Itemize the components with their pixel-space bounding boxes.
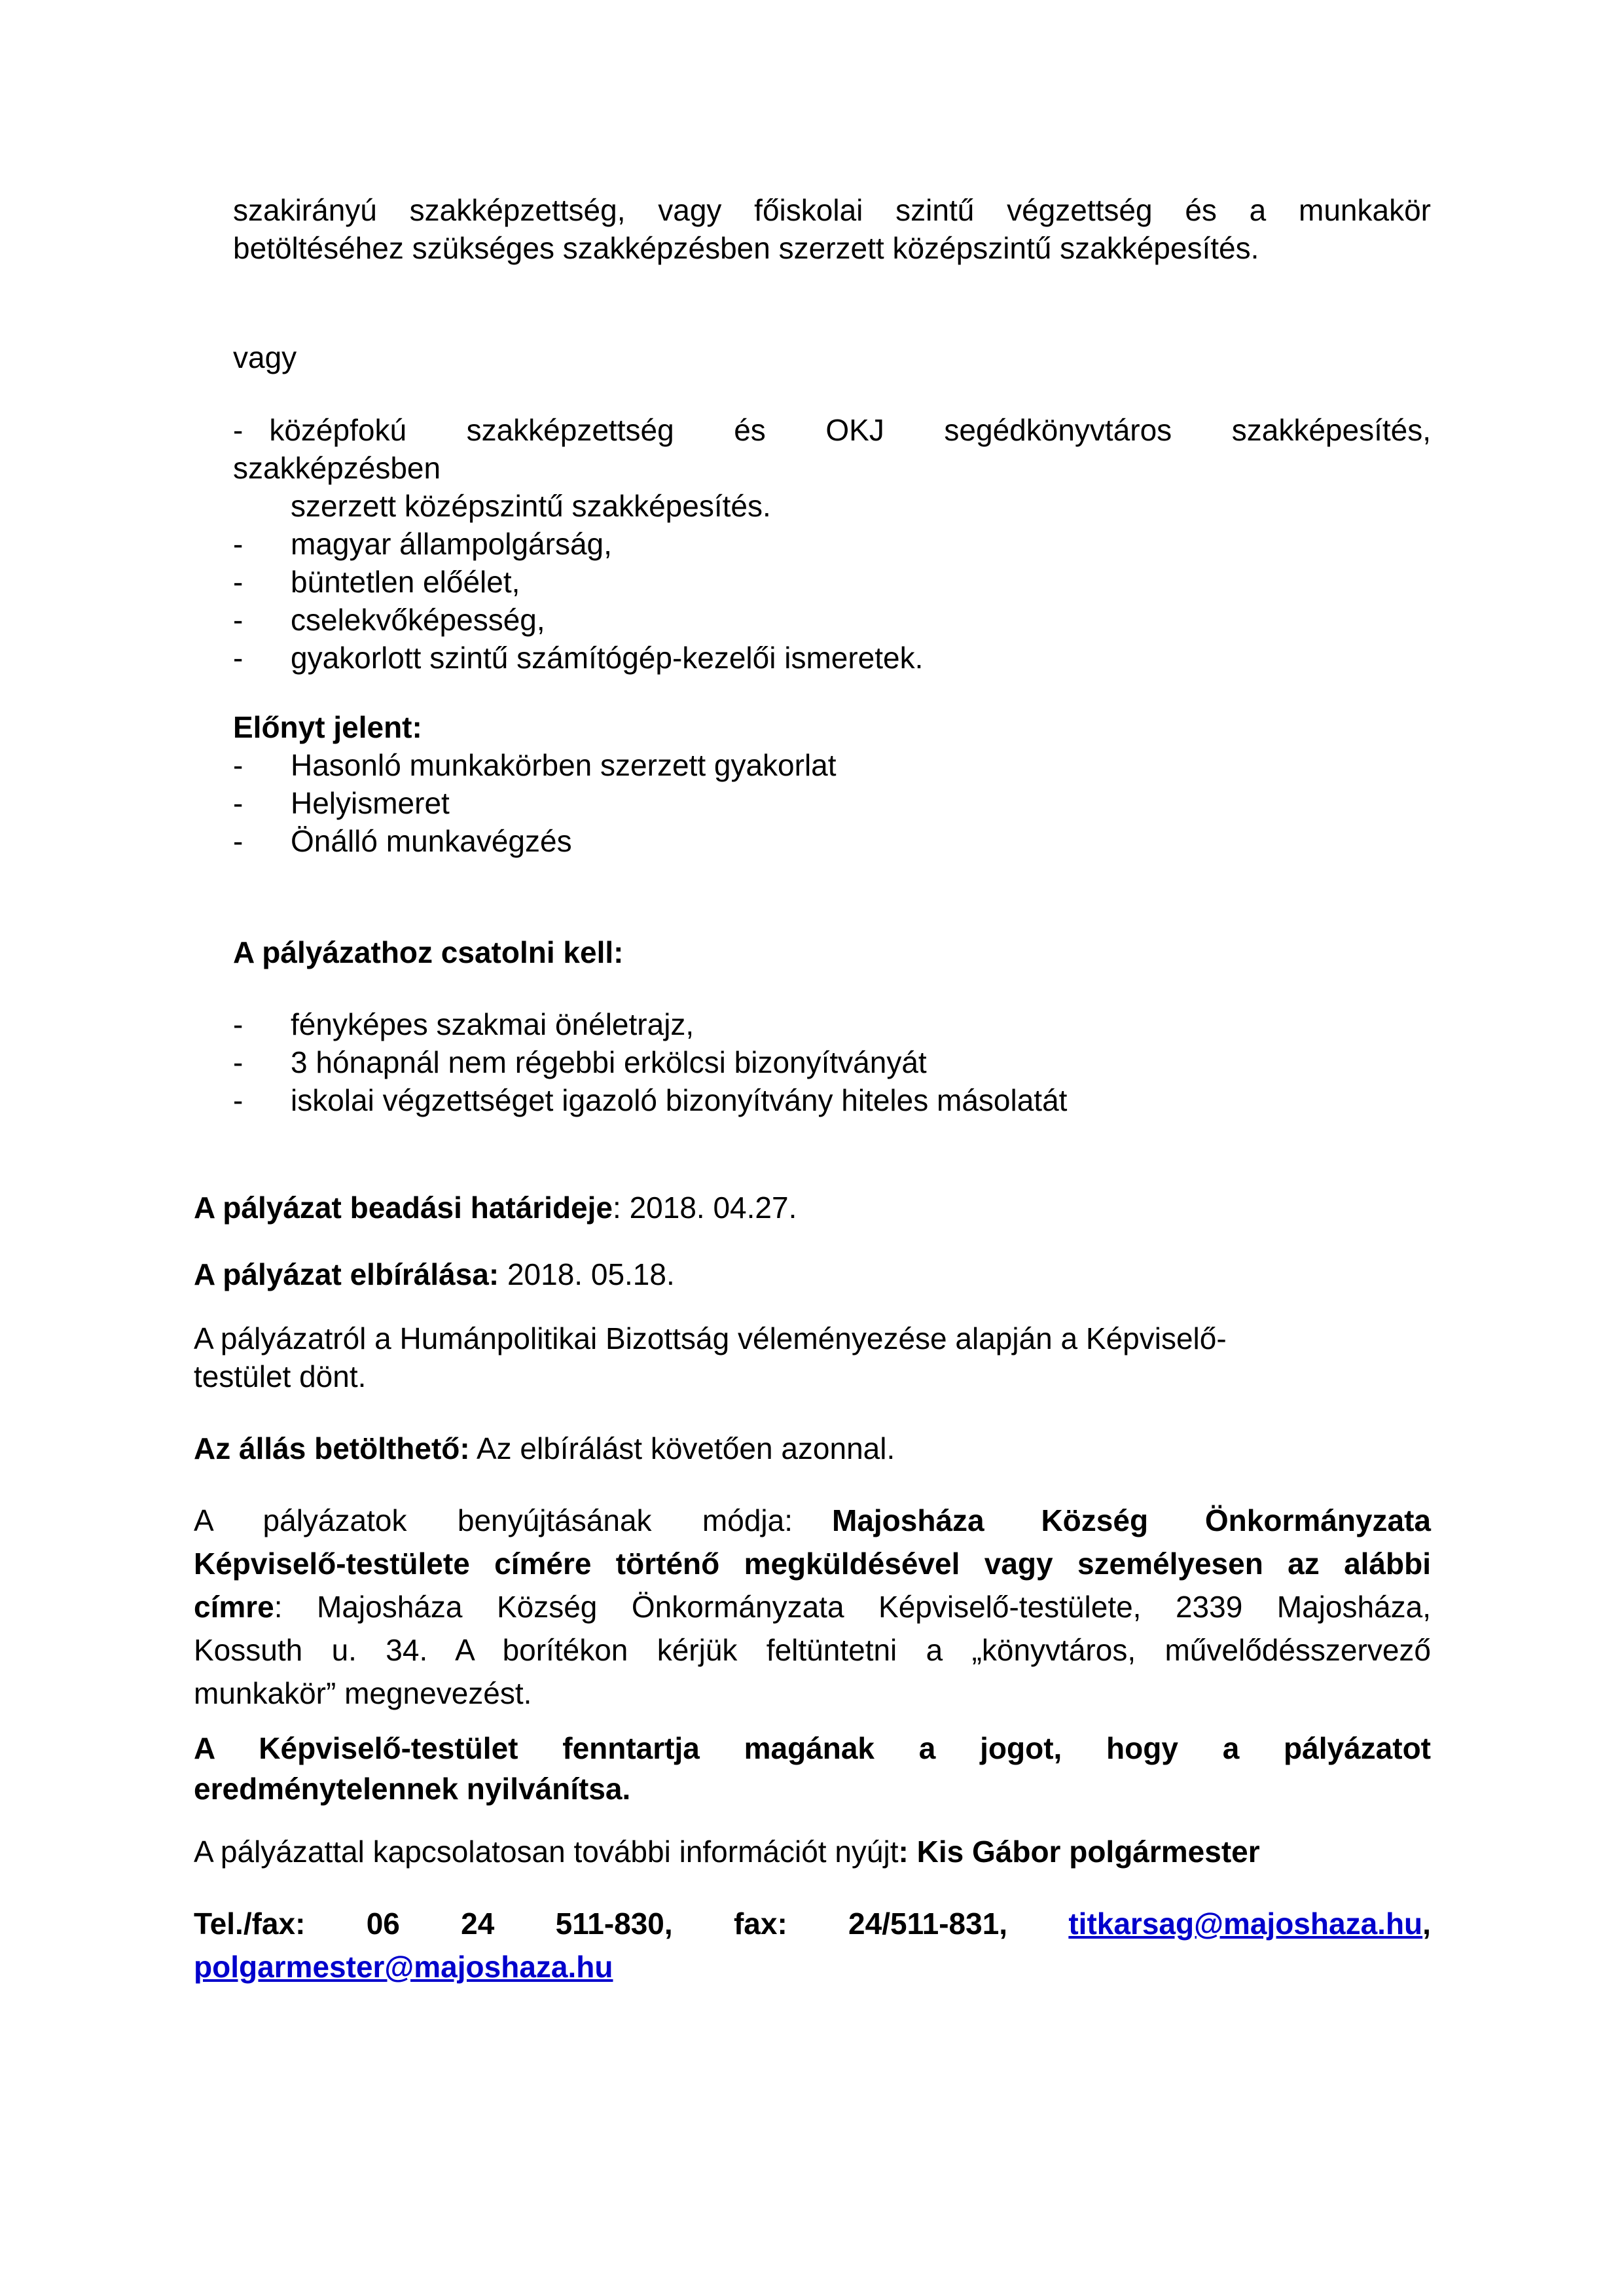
evaluation-line <box>194 1255 675 1293</box>
contact-info-text: A pályázattal kapcsolatosan további információt nyújt <box>194 1835 899 1869</box>
list-item <box>233 1005 1431 1043</box>
phone-label: Tel./fax: <box>194 1907 306 1941</box>
list-dash: - <box>233 527 244 561</box>
contact-details-line-2 <box>194 1945 1431 1988</box>
email-link-secretariat[interactable]: titkarsag@majoshaza.hu <box>1068 1907 1423 1941</box>
list-dash: - <box>233 786 244 820</box>
submission-line-2: Képviselő-testülete címére történő megküldésével vagy személyesen az alábbi <box>194 1547 1431 1581</box>
email-1-wrap <box>1068 1902 1431 1945</box>
list-dash: - <box>233 641 244 675</box>
submission-method-label: A pályázatok benyújtásának módja: <box>194 1503 793 1537</box>
submission-recipient: Majosháza Község Önkormányzata <box>832 1503 1431 1537</box>
list-item-text: cselekvőképesség, <box>291 603 545 637</box>
phone-part-1: 06 <box>366 1907 400 1941</box>
list-dash: - <box>233 603 244 637</box>
list-dash: - <box>233 565 244 599</box>
list-item <box>233 601 1431 639</box>
list-item-text: büntetlen előélet, <box>291 565 520 599</box>
list-dash: - <box>233 824 244 858</box>
phone-part-2: 24 <box>461 1907 495 1941</box>
phone-part-3: 511-830, <box>555 1907 673 1941</box>
decision-paragraph <box>194 1319 1227 1395</box>
attachments-heading-text: A pályázathoz csatolni kell: <box>233 935 624 969</box>
comma: , <box>1422 1907 1431 1941</box>
list-item-text: Hasonló munkakörben szerzett gyakorlat <box>291 748 837 782</box>
advantage-section <box>233 708 1431 860</box>
list-item-text: fényképes szakmai önéletrajz, <box>291 1007 695 1041</box>
submission-line-4: Kossuth u. 34. A borítékon kérjük feltüntetni a „könyvtáros, művelődésszervező <box>194 1633 1431 1667</box>
start-label: Az állás betölthető: <box>194 1431 470 1465</box>
intro-paragraph <box>233 191 1431 267</box>
submission-paragraph <box>194 1499 1431 1715</box>
fax-number: 24/511-831, <box>848 1907 1008 1941</box>
list-item <box>233 525 1431 563</box>
intro-line-2: betöltéséhez szükséges szakképzésben szerzett középszintű szakképesítés. <box>233 231 1259 265</box>
list-item-text: Helyismeret <box>291 786 450 820</box>
reservation-line-1: A Képviselő-testület fenntartja magának a jogot, hogy a pályázatot <box>194 1731 1431 1765</box>
list-item <box>233 746 1431 784</box>
submission-address-label: címre <box>194 1590 274 1624</box>
intro-line-1: szakirányú szakképzettség, vagy főiskolai szintű végzettség és a munkakör <box>233 193 1431 227</box>
decision-line-1: A pályázatról a Humánpolitikai Bizottság véleményezése alapján a Képviselő- <box>194 1321 1227 1355</box>
deadline-line <box>194 1189 797 1227</box>
submission-line-5: munkakör” megnevezést. <box>194 1676 532 1710</box>
requirement-first-wrap: szakképzésben <box>233 451 441 485</box>
list-item-text: magyar állampolgárság, <box>291 527 612 561</box>
list-item-text: iskolai végzettséget igazoló bizonyítvány hiteles másolatát <box>291 1083 1068 1117</box>
evaluation-value: 2018. 05.18. <box>499 1257 675 1291</box>
list-item-text: 3 hónapnál nem régebbi erkölcsi bizonyítványát <box>291 1045 927 1079</box>
reservation-paragraph <box>194 1728 1431 1809</box>
advantage-heading: Előnyt jelent: <box>233 710 422 744</box>
list-item <box>233 1081 1431 1119</box>
contact-details <box>194 1902 1431 1988</box>
start-line <box>194 1429 895 1467</box>
requirement-first-cont: szerzett középszintű szakképesítés. <box>291 489 771 523</box>
list-item <box>233 563 1431 601</box>
or-word: vagy <box>233 340 297 374</box>
deadline-label: A pályázat beadási határideje <box>194 1191 613 1225</box>
start-value: Az elbírálást követően azonnal. <box>469 1431 895 1465</box>
list-item <box>233 784 1431 822</box>
list-item-text: gyakorlott szintű számítógép-kezelői ismeretek. <box>291 641 924 675</box>
list-dash: - <box>233 1045 244 1079</box>
submission-line-3 <box>194 1585 1431 1628</box>
requirement-first-text: középfokú szakképzettség és OKJ segédkönyvtáros szakképesítés, <box>269 413 1431 447</box>
reservation-line-2: eredménytelennek nyilvánítsa. <box>194 1772 631 1806</box>
list-item <box>233 639 1431 677</box>
evaluation-label: A pályázat elbírálása: <box>194 1257 499 1291</box>
list-dash: - <box>233 1083 244 1117</box>
attachments-heading <box>233 933 1431 971</box>
list-dash: - <box>233 1007 244 1041</box>
list-dash: - <box>233 413 244 447</box>
contact-info-line <box>194 1833 1260 1871</box>
requirements-list <box>233 411 1431 677</box>
requirement-first-line <box>233 411 1431 449</box>
submission-line-1 <box>194 1499 1431 1542</box>
list-item <box>233 822 1431 860</box>
decision-line-2: testület dönt. <box>194 1359 367 1393</box>
contact-details-line-1 <box>194 1902 1431 1945</box>
deadline-value: : 2018. 04.27. <box>613 1191 797 1225</box>
attachments-list <box>233 1005 1431 1119</box>
contact-person: : Kis Gábor polgármester <box>898 1835 1260 1869</box>
list-item <box>233 1043 1431 1081</box>
list-dash: - <box>233 748 244 782</box>
fax-label: fax: <box>733 1907 787 1941</box>
list-item-text: Önálló munkavégzés <box>291 824 572 858</box>
email-link-mayor[interactable]: polgarmester@majoshaza.hu <box>194 1950 613 1984</box>
submission-address: : Majosháza Község Önkormányzata Képviselő-testülete, 2339 Majosháza, <box>274 1590 1431 1624</box>
